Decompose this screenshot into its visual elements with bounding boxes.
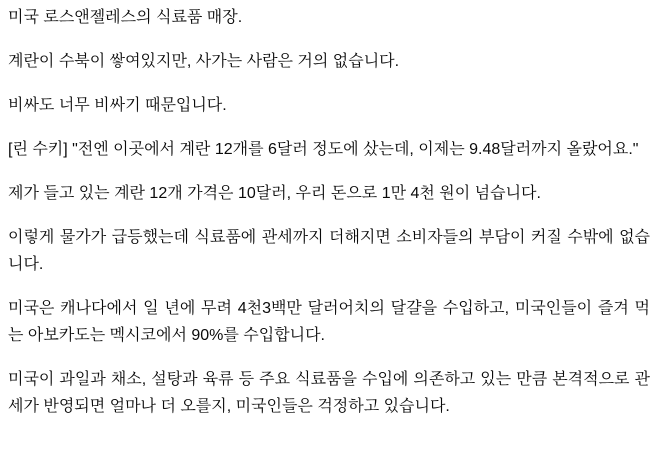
article-paragraph: [린 수키] "전엔 이곳에서 계란 12개를 6달러 정도에 샀는데, 이제는 9.48달러까지 올랐어요." [8, 141, 639, 158]
article-paragraph: 제가 들고 있는 계란 12개 가격은 10달러, 우리 돈으로 1만 4천 원이 넘습니다. [8, 185, 541, 202]
article-paragraph: 계란이 수북이 쌓여있지만, 사가는 사람은 거의 없습니다. [8, 53, 400, 70]
article-paragraph: 이렇게 물가가 급등했는데 식료품에 관세까지 더해지면 소비자들의 부담이 커질 수밖에 없습니다. [8, 229, 650, 273]
article-paragraph: 미국 로스앤젤레스의 식료품 매장. [8, 9, 243, 26]
article-paragraph: 미국은 캐나다에서 일 년에 무려 4천3백만 달러어치의 달걀을 수입하고, 미국인들이 즐겨 먹는 아보카도는 멕시코에서 90%를 수입합니다. [8, 300, 650, 344]
article-paragraph: 미국이 과일과 채소, 설탕과 육류 등 주요 식료품을 수입에 의존하고 있는 만큼 본격적으로 관세가 반영되면 얼마나 더 오를지, 미국인들은 걱정하고 있습니다. [8, 371, 650, 415]
article-paragraph: 비싸도 너무 비싸기 때문입니다. [8, 97, 227, 114]
